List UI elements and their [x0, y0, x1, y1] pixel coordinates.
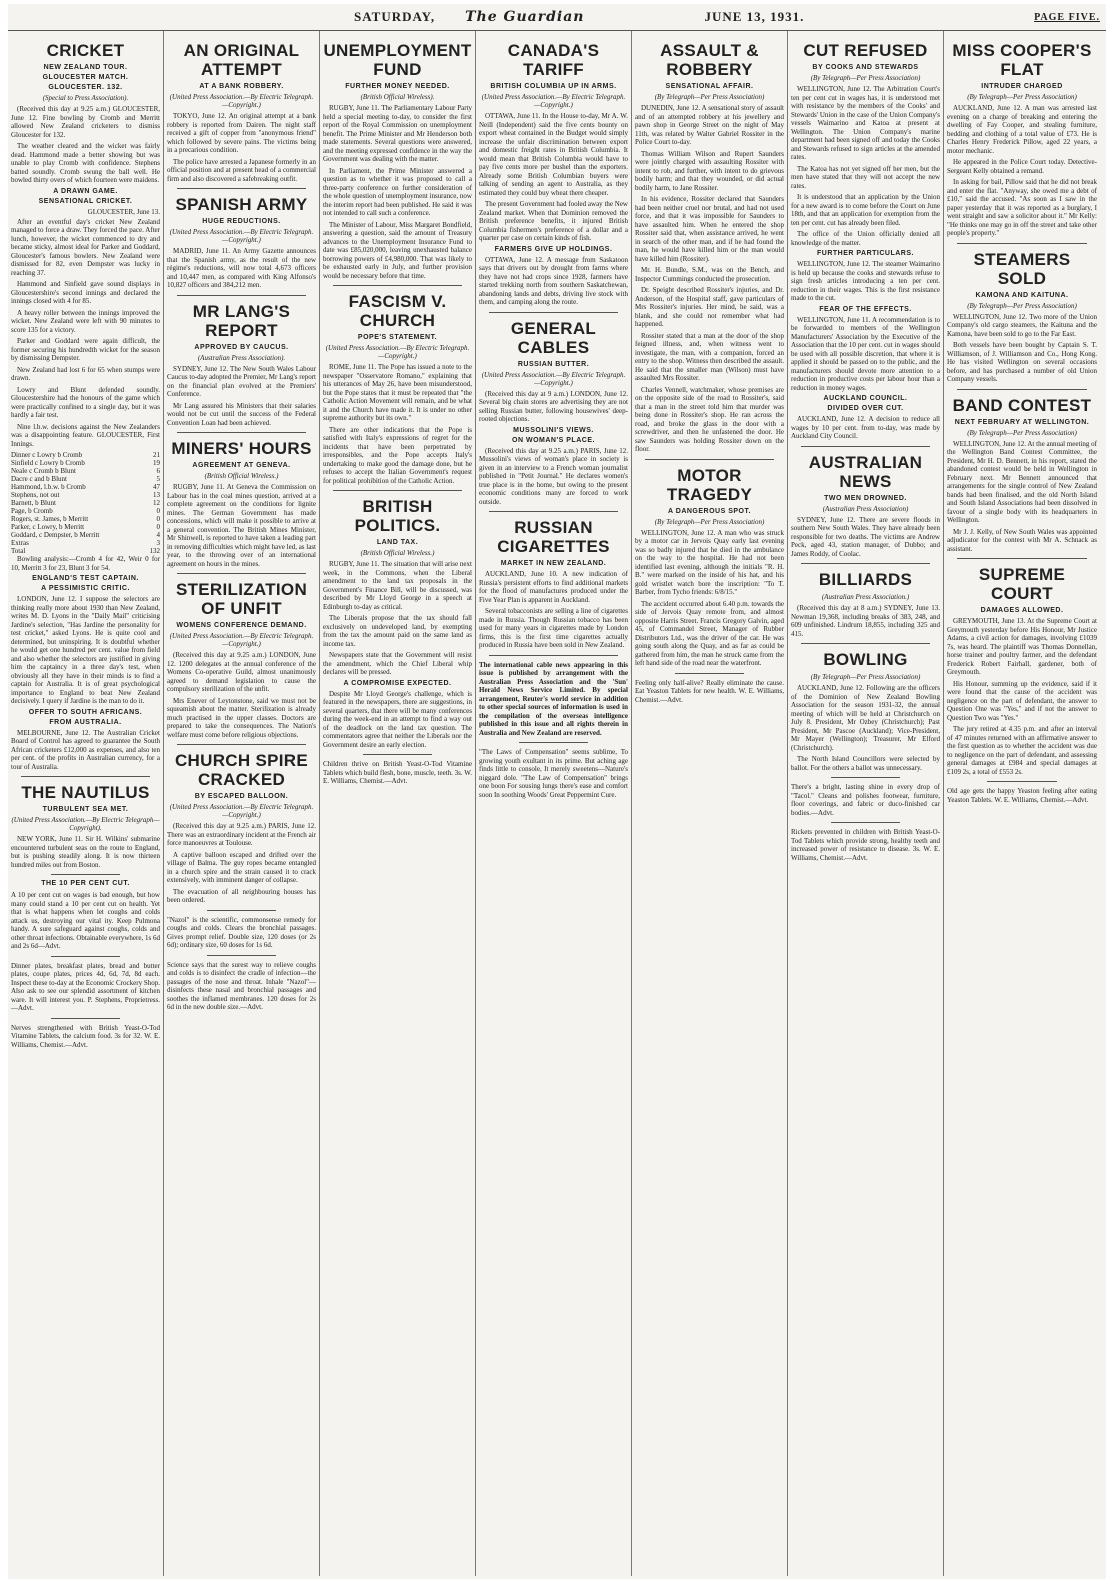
article-paragraph: The present Government had fooled away the New Zealand market. When that Dominion removed the British preference benefits, it injured British Columbia fishermen's preference of a dollar and a quarter per case on certain kinds of fish.	[479, 200, 628, 242]
subhead: A COMPROMISE EXPECTED.	[343, 679, 452, 687]
article-paragraph: OTTAWA, June 11. In the House to-day, Mr A. W. Neill (Independent) said the five cents bounty on export wheat contained in the Budget would simply increase the unfair discrimination between export and domestic freight rates in British Columbia. It would mean that British Columbia would have to pay five cents more per bushel than the exporters. Already some British Columbian buyers were talking of sending an agent to Australia, as they estimated they could buy wheat there cheaper.	[479, 112, 628, 197]
article-paragraph: The jury retired at 4.35 p.m. and after an interval of 47 minutes returned with an affirmative answer to the first question as to whether the accident was due to negligence on the part of defendant, and assessing general damages at £984 and special damages at £109 2s, a total of £553 2s.	[947, 725, 1097, 776]
score-row: Barnett, b Blunt 12	[11, 499, 160, 507]
subhead: AGREEMENT AT GENEVA.	[192, 462, 291, 469]
credit-line: (By Telegraph—Per Press Association)	[810, 673, 921, 681]
subhead: FEAR OF THE EFFECTS.	[819, 305, 912, 313]
article-paragraph: AUCKLAND, June 10. A new indication of Russia's persistent efforts to find additional markets for the flood of manufactures produced under the Five Year Plan is apparent in Auckland.	[479, 570, 628, 604]
divider	[51, 874, 120, 875]
article-paragraph: RUGBY, June 11. The Parliamentary Labour Party held a special meeting to-day, to consider the first report of the Royal Commission on unemployment benefit. The Prime Minister and Mr Henderson both made statements. Several questions were answered, and the meeting expressed confidence in the way the Government was dealing with the matter.	[323, 104, 472, 163]
article-paragraph: His Honour, summing up the evidence, said if it were found that the cause of the accident was negligence on the part of defendant, the answer to Question One was "Yes," and if not the answer to Question Two was "Yes."	[947, 679, 1097, 722]
divider	[519, 742, 588, 743]
score-row: Extras 3	[11, 539, 160, 547]
credit-line: (By Telegraph—Per Press Association)	[810, 74, 921, 82]
score-row: Neale c Cromb b Blunt 6	[11, 467, 160, 475]
masthead-day: SATURDAY,	[354, 9, 436, 24]
divider	[489, 655, 618, 656]
article-paragraph: NEW YORK, June 11. Sir H. Wilkins' submarine encountered turbulent seas on the route to England, but is pushing steadily along. It is now thirteen hundred miles out from Boston.	[11, 835, 160, 869]
article-paragraph: Parker and Goddard were again difficult, the former securing his hundredth wicket for the season by dismissing Dempster.	[11, 337, 160, 362]
subhead: AT A BANK ROBBERY.	[199, 83, 284, 90]
credit-line: (By Telegraph—Per Press Association)	[654, 517, 765, 526]
article-paragraph: Bowling analysis:—Cromb 4 for 42, Weir 0 for 10, Merritt 3 for 23, Blunt 3 for 54.	[11, 555, 160, 572]
article-paragraph: WELLINGTON, June 12. The Arbitration Court's ten per cent cut in wages has, it is understood met with resistance by the members of the Cooks' and Stewards' Union in the case of the Union Company's vessels Waimarino and Katoa at present at Wellington. The Union Company's marine department had been signed off and today the Cooks and Stewards refused to sign articles at the amended rates.	[791, 85, 940, 161]
article-paragraph: Nine l.b.w. decisions against the New Zealanders was a disappointing feature. GLOUCESTER, First Innings.	[11, 422, 160, 448]
article-paragraph: Both vessels have been bought by Captain S. T. Williamson, of J. Williamson and Co., Hong Kong. He has visited Wellington on several occasions before, and has purchased a number of old Union Company vessels.	[947, 341, 1097, 383]
headline-nautilus: THE NAUTILUS	[21, 783, 150, 802]
subhead: RUSSIAN BUTTER.	[517, 360, 590, 368]
article-paragraph: In his evidence, Rossiter declared that Saunders had been neither cruel nor brutal, and had not used force, and that it was impossible for Saunders to have assaulted him. When he entered the shop Rossiter said that, when assistance arrived, he went in search of the other man, and if he had found the man, he would have killed him or the man would have killed him (Rossiter).	[635, 195, 784, 263]
article-paragraph: After an eventful day's cricket New Zealand managed to force a draw. They forced the pace. After lunch, however, the wicket commenced to dry and became sticky, almost ideal for Parker and Goddard, Gloucester's famous bowlers. New Zealand were dismissed for 82, even Dempster was lucky in reaching 37.	[11, 217, 160, 277]
score-row: Stephens, not out 13	[11, 491, 160, 499]
score-row: Dinner c Lowry b Cromb 21	[11, 451, 160, 459]
headline-canadas-tariff: CANADA'S TARIFF	[507, 41, 600, 79]
score-row: Goddard, c Dempster, b Merritt 4	[11, 531, 160, 539]
headline-supreme-court: SUPREME COURT	[978, 565, 1066, 603]
article-paragraph: Mrs Enever of Leytonstone, said we must not be squeamish about the matter. Sterilization is already much practised in the upper classes. Doctors are prepared to take the consequences. The Nation's welfare must come before religious objections.	[167, 696, 316, 739]
subhead: ON WOMAN'S PLACE.	[512, 436, 595, 444]
divider	[957, 558, 1087, 559]
divider	[51, 956, 120, 957]
credit-line: (Australian Press Association.)	[821, 593, 910, 601]
column-3	[320, 31, 476, 1576]
article-paragraph: DUNEDIN, June 12. A sensational story of assault and of an attempted robbery at his jewellery and pawn shop in George Street on the night of May 11th, was related by Walter Gabriel Rossiter in the Police Court to-day.	[635, 104, 784, 146]
column-5	[632, 31, 788, 1576]
subhead: DAMAGES ALLOWED.	[980, 607, 1064, 614]
subhead: WOMENS CONFERENCE DEMAND.	[176, 622, 307, 629]
divider	[489, 511, 618, 512]
article-paragraph: (Received this day at 9.25 a.m.) GLOUCESTER, June 12. Fine bowling by Cromb and Merritt allowed New Zealand cricketers to dismiss Gloucester for 132.	[11, 105, 160, 139]
subhead: DIVIDED OVER CUT.	[827, 405, 904, 412]
subhead: SENSATIONAL AFFAIR.	[665, 83, 754, 90]
headline-spanish-army: SPANISH ARMY	[175, 195, 308, 214]
divider	[177, 295, 306, 296]
subhead: SENSATIONAL CRICKET.	[38, 197, 133, 205]
divider	[831, 777, 900, 778]
article-paragraph: Dr. Speight described Rossiter's injuries, and Dr. Anderson, of the Hospital staff, gave particulars of Mrs Rossiter's injuries. Her mind, he said, was a blank, and she could not remember what had happened.	[635, 286, 784, 328]
article-paragraph: Newspapers state that the Government will resist the amendment, which the Chief Liberal whip declares will be pressed.	[323, 651, 472, 676]
column-2	[164, 31, 320, 1576]
divider	[177, 744, 306, 745]
article-paragraph: It is understood that an application by the Union for a new award is to come before the Court on June 18th, and that an application for exemption from the ten per cent. cut has already been filed.	[791, 193, 940, 227]
headline-assault-robbery: ASSAULT & ROBBERY	[660, 41, 759, 79]
subhead: FURTHER PARTICULARS.	[817, 250, 914, 257]
subhead: THE 10 PER CENT CUT.	[41, 880, 130, 887]
credit-line: (Special to Press Association).	[42, 94, 129, 102]
article-paragraph: Despite Mr Lloyd George's challenge, which is featured in the newspapers, there are suggestions, in several quarters, that there will be many conferences during the week-end in an attempt to find a way out of the deadlock on the land tax question. The commentators agree that neither the Liberals nor the Government desire an early election.	[323, 689, 472, 749]
article-paragraph: The evacuation of all neighbouring houses has been ordered.	[167, 887, 316, 904]
credit-line: (British Official Wireless).	[360, 93, 435, 101]
column-4	[476, 31, 632, 1576]
divider	[831, 822, 900, 823]
masthead	[8, 4, 1106, 31]
subhead: GLOUCESTER MATCH.	[42, 74, 129, 81]
subhead: BY COOKS AND STEWARDS	[812, 64, 919, 71]
subhead: BY ESCAPED BALLOON.	[194, 793, 289, 800]
divider	[207, 955, 276, 956]
article-paragraph: A heavy roller between the innings improved the wicket. New Zealand were left with 90 minutes to score 135 for a victory.	[11, 308, 160, 334]
article-paragraph: (Received this day at 9.25 a.m.) PARIS, June 12. Mussolini's views of woman's place in society is given in an interview to a French woman journalist published in "Petit Journal." He declares women's true place is in the home, but owing to the present economic conditions many are forced to work outside.	[479, 446, 628, 506]
article-paragraph: Charles Vennell, watchmaker, whose premises are on the opposite side of the road to Rossiter's, said that a man in the street told him that murder was being done in Rossiter's shop. He ran across the road, and broke the glass in the door with a screwdriver, and then he unfastened the door. He saw Saunders was holding Rossiter down on the floor.	[635, 385, 784, 453]
article-paragraph: MELBOURNE, June 12. The Australian Cricket Board of Control has agreed to guarantee the South African cricketers £12,000 as expenses, and also ten per cent. of the profits in Australian currency, for a tour of Australia.	[11, 728, 160, 771]
credit-line: (By Telegraph—Per Press Association)	[967, 428, 1077, 437]
subhead: A DRAWN GAME.	[53, 187, 118, 195]
article-paragraph: The Katoa has not yet signed off her men, but the men have stated that they will not accept the new rates.	[791, 164, 940, 190]
article-paragraph: ROME, June 11. The Pope has issued a note to the newspaper "Osservatore Romano," explaining that his utterances of May 26, have been misunderstood, but the Pope states that it must be repeated that "the Catholic Action Movement will remain, and be what it and the Church have made it. It is under no other supreme authority but its own."	[323, 363, 472, 422]
headline-russian-cigarettes: RUSSIAN CIGARETTES	[497, 518, 610, 556]
score-row: Dacre c and b Blunt 5	[11, 475, 160, 483]
divider	[801, 563, 930, 564]
article-paragraph: WELLINGTON, June 12. A man who was struck by a motor car in Jervois Quay early last evening was so badly injured that he died in the ambulance on the way to the hospital. He had not been identified last evening, although the initials "R. H. B." were marked on the inside of his hat, and his gold wristlet watch bore the inscription: "To T. Barber, from Tycho friends: 6/8/15."	[635, 528, 784, 596]
headline-motor-tragedy: MOTOR TRAGEDY	[666, 465, 753, 504]
article-paragraph: WELLINGTON, June 12. The steamer Waimarino is held up because the cooks and stewards refuse to sign fresh articles introducing a ten per cent. reduction in their wages. This is the first resistance made to the cut.	[791, 260, 940, 302]
article-paragraph: The police have arrested a Japanese formerly in an official position and at present head of a commercial firm and also discovered a safebreaking outfit.	[167, 157, 316, 183]
headline-unemployment-fund: UNEMPLOYMENT FUND	[323, 41, 472, 79]
credit-line: (By Telegraph—Per Press Association)	[967, 301, 1077, 310]
subhead: APPROVED BY CAUCUS.	[194, 343, 289, 351]
divider	[957, 389, 1087, 390]
article-paragraph: Several tobacconists are selling a line of cigarettes made in Russia. Though Russian tobacco has been used for many years in cigarettes made by London firms, this is the first time cigarettes actually produced in Russia have been sold in New Zealand.	[479, 607, 628, 649]
article-paragraph: LONDON, June 12. I suppose the selectors are thinking really more about 1930 than New Zealand, writes M. D. Lyons in the "Daily Mail" criticising Jardine's selection, "Has Jardine the personality for test cricket," asked Lyons. He is quite cool and determined, but uninspiring. It is doubtful whether he would get one hundred per cent. value from field and also whether the selectors are justified in giving him the captaincy in a three day's test, when obviously all they have in their minds is to find a captain for Australia. It is of great psychological importance to England to beat New Zealand decisively. I query if Jardine is the man to do it.	[11, 595, 160, 705]
score-row: Parker, c Lowry, b Merritt 0	[11, 523, 160, 531]
article-paragraph: In asking for bail, Pillow said that he did not break and enter the flat. "Anyway, she owed me a debt of £10," said the accused. "As soon as I saw in the paper yesterday that it was reported as a burglary, I went straight and saw a solicitor about it." Mr Kelly: "He thinks one may go in off the street and take other people's property."	[947, 178, 1097, 237]
article-paragraph: AUCKLAND, June 12. A decision to reduce all wages by 10 per cent. from to-day, was made by Auckland City Council.	[791, 415, 940, 440]
article-paragraph: OTTAWA, June 12. A message from Saskatoon says that drivers out by drought from farms where they have not had crops since 1928, farmers have started trekking north from southern Saskatchewan, abandoning lands and debts, driving live stock with them, and camping along the route.	[479, 255, 628, 306]
article-paragraph: TOKYO, June 12. An original attempt at a bank robbery is reported from Dairen. The night staff received a gift of copper from "anonymous friend" which followed by severe pains. The victims being in a precarious condition.	[167, 112, 316, 154]
divider	[957, 243, 1087, 244]
subhead: FURTHER MONEY NEEDED.	[345, 83, 450, 90]
score-row: Total 132	[11, 547, 160, 555]
subhead: BRITISH COLUMBIA UP IN ARMS.	[490, 83, 617, 90]
article-paragraph: The office of the Union officially denied all knowledge of the matter.	[791, 230, 940, 247]
article-paragraph: Thomas William Wilson and Rupert Saunders were jointly charged with assaulting Rossiter with intent to rob, and further, with intent to do grievous bodily harm; and that they wounded, or did actual bodily harm, to Jane Rossiter.	[635, 149, 784, 192]
article-paragraph: WELLINGTON, June 11. A recommendation is to be forwarded to members of the Wellington Manufacturers' Association by the Executive of the Association that the 10 per cent. cut in wages should be used with all possible discretion, that where it is applied it should be passed on to the public, and the manufacturers should devote more attention to a reduction in productive costs per labour hour than a reduction in money wages.	[791, 315, 940, 392]
headline-australian-news: AUSTRALIAN NEWS	[808, 452, 923, 491]
subhead: KAMONA AND KAITUNA.	[975, 291, 1069, 299]
subhead: OFFER TO SOUTH AFRICANS.	[28, 708, 143, 716]
credit-line: (United Press Association.—By Electric Telegraph.—Copyright.)	[481, 93, 626, 109]
advertisement: Nerves strengthened with British Yeast-O-Tod Vitamine Tablets, the calcium food. 3s for 32. W. E. Williams, Chemist.—Advt.	[11, 1023, 160, 1049]
article-paragraph: The Liberals propose that the tax should fall exclusively on undeveloped land, by exempting from the tax the amount paid on the same land as income tax.	[323, 614, 472, 648]
masthead-date: JUNE 13, 1931.	[704, 9, 805, 24]
subhead: MARKET IN NEW ZEALAND.	[500, 560, 607, 567]
credit-line: (United Press Association.—By Electric Telegraph.—Copyright.)	[169, 632, 314, 648]
article-paragraph: AUCKLAND, June 12. Following are the officers of the Dominion of New Zealand Bowling Association for the season 1931-32, the annual meeting of which will be held at Christchurch on July 8. President, Mr Ozbey (Christchurch); Past President, Mr Pascoe (Auckland); Vice-President, Mr Mayer (Wellington); Treasurer, Mr Elford (Christchurch).	[791, 684, 940, 752]
subhead: TWO MEN DROWNED.	[824, 494, 907, 502]
article-paragraph: SYDNEY, June 12. There are severe floods in southern New South Wales. They have already been responsible for two deaths. The victims are Andrew Peck, aged 43, station manager, of Dubbo; and James Roddy, of Coolac.	[791, 515, 940, 558]
press-notice: The international cable news appearing in this issue is published by arrangement with the Australian Press Association and the 'Sun' Herald News Service Limited. By special arrangement, Reuter's world service in addition to other special sources of information is used in the compilation of the overseas intelligence published in this issue and all rights therein in Australia and New Zealand are reserved.	[479, 660, 628, 737]
column-1	[8, 31, 164, 1576]
subhead: ENGLAND'S TEST CAPTAIN.	[32, 575, 139, 582]
headline-general-cables: GENERAL CABLES	[510, 318, 597, 357]
article-paragraph: Mr Lang assured his Ministers that their salaries would not be cut until the success of the Federal Convention Loan had been achieved.	[167, 401, 316, 427]
advertisement: There's a bright, lasting shine in every drop of "Tacol." Cleans and polishes footwear, furniture, floor coverings, and fabric or duco-finished car bodies.—Advt.	[791, 783, 940, 817]
advertisement: A 10 per cent cut on wages is bad enough, but how many could stand a 10 per cent cut on health. Yet that is what happens when let coughs and colds attack us, destroying our vital ity. Keep Pulmona handy. A sure safeguard against coughs, colds and other throat infections. Obtainable everywhere, 1s 6d and 2s 6d—Advt.	[11, 891, 160, 950]
divider	[333, 490, 462, 491]
credit-line: (United Press Association.—By Electric Telegraph—Copyright).	[11, 816, 160, 832]
article-paragraph: AUCKLAND, June 12. A man was arrested last evening on a charge of breaking and entering the dwelling of Fay Cooper, and stealing furniture, bedding and clothing of a total value of £73. He is Charles Henry Frederick Pillow, aged 22 years, a motor mechanic.	[947, 104, 1097, 155]
article-paragraph: WELLINGTON, June 12. At the annual meeting of the Wellington Band Contest Committee, the President, Mr H. D. Bennett, in his report, stated the abandoned contest would be held in Wellington in February next. Mr Bennett announced that arrangements for the single control of New Zealand bands had been finalised, and the old North Island and South Island Associations had been dissolved in favour of a single body with its headquarters in Wellington.	[947, 439, 1097, 524]
headline-mr-langs-report: MR LANG'S REPORT	[192, 301, 291, 340]
credit-line: (By Telegraph—Per Press Association)	[967, 93, 1077, 101]
credit-line: (United Press Association.—By Electric Telegraph.—Copyright.)	[481, 370, 626, 387]
credit-line: (Australian Press Association).	[197, 353, 286, 362]
divider	[801, 446, 930, 447]
article-paragraph: Rossiter stated that a man at the door of the shop feigned illness, and, when witness went to investigate, the man, with a companion, forced an entry to the shop. Witness then described the assault. He said that the smaller man (Wilson) must have assaulted Mrs Rossiter.	[635, 331, 784, 382]
headline-miss-coopers-flat: MISS COOPER'S FLAT	[952, 41, 1092, 79]
headline-cricket: CRICKET	[46, 41, 125, 60]
article-paragraph: MADRID, June 11. An Army Gazette announces that the Spanish army, as the result of the new régime's reductions, will now total 4,673 officers and 10,447 men, as compared with King Alfonso's 10,827 officers and 384,212 men.	[167, 247, 316, 289]
credit-line: (British Official Wireless.)	[360, 549, 435, 557]
subhead: FARMERS GIVE UP HOLDINGS.	[494, 245, 613, 253]
divider	[207, 910, 276, 911]
subhead: A PESSIMISTIC CRITIC.	[41, 585, 130, 592]
article-paragraph: Lowry and Blunt defended soundly. Gloucestershire had the honours of the game which were practically confined to a single day, but it was hardly a fair test.	[11, 385, 160, 419]
score-row: Page, b Cromb 0	[11, 507, 160, 515]
subhead: AUCKLAND COUNCIL.	[823, 395, 908, 402]
advertisement: Science says that the surest way to relieve coughs and colds is to disinfect the cradle of infection—the passages of the nose and throat. Inhale "Nazol"—disinfects these nasal and bronchial passages and soothes the inflamed membranes. 120 doses for 2s 6d in the new double size.—Advt.	[167, 960, 316, 1011]
article-paragraph: The weather cleared and the wicket was fairly dead. Hammond made a better showing but was unable to play Cromb with confidence. Stephens batted soundly. Cromb swung the ball well. He bowled thirty overs of which fourteen were maidens.	[11, 142, 160, 184]
subhead: A DANGEROUS SPOT.	[668, 507, 751, 515]
subhead: FROM AUSTRALIA.	[49, 718, 122, 726]
article-paragraph: He appeared in the Police Court today. Detective-Sergeant Kelly obtained a remand.	[947, 158, 1097, 175]
credit-line: (United Press Association.—By Electric Telegraph.—Copyright.)	[169, 228, 314, 244]
article-paragraph: RUGBY, June 11. The situation that will arise next week, in the Commons, when the Liberal amendment to the land tax proposals in the Government's Finance Bill, will be discussed, was described by Mr Lloyd George in a speech at Edinburgh to-day as critical.	[323, 560, 472, 611]
subhead: MUSSOLINI'S VIEWS.	[513, 426, 594, 434]
advertisement: Rickets prevented in children with British Yeast-O-Tod Tablets which provide strong, healthy teeth and increased power of resistance to disease. 3s. W. E. Williams, Chemist.—Advt.	[791, 828, 940, 862]
article-paragraph: New Zealand had lost 6 for 65 when stumps were drawn.	[11, 365, 160, 382]
scorecard-table	[11, 451, 160, 555]
divider	[333, 285, 462, 286]
newspaper-page	[8, 4, 1106, 1579]
divider	[177, 573, 306, 574]
headline-cut-refused: CUT REFUSED	[803, 41, 928, 60]
headline-original-attempt: AN ORIGINAL ATTEMPT	[183, 41, 300, 79]
article-paragraph: The North Island Councillors were selected by ballot. For the others a ballot was unnecessary.	[791, 755, 940, 772]
headline-british-politics: BRITISH POLITICS.	[354, 497, 441, 535]
headline-sterilization: STERILIZATION OF UNFIT	[175, 580, 308, 618]
credit-line: (By Telegraph—Per Press Association)	[654, 93, 765, 101]
divider	[51, 1018, 120, 1019]
divider	[675, 673, 744, 674]
article-paragraph: (Received this day at 8 a.m.) SYDNEY, June 13. Newman 19,368, including breaks of 383, 248, and 609 unfinished. Lindrum 18,855, including 325 and 415.	[791, 604, 940, 638]
article-paragraph: Hammond and Sinfield gave sound displays in Gloucestershire's second innings and declared the innings closed with 4 for 85.	[11, 280, 160, 305]
headline-church-spire: CHURCH SPIRE CRACKED	[174, 751, 308, 789]
score-row: Rogers, st. James, b Merritt 0	[11, 515, 160, 523]
divider	[987, 781, 1057, 782]
advertisement: Feeling only half-alive? Really eliminate the cause. Eat Yeaston Tablets for new health. W. E. Williams, Chemist.—Advt.	[635, 678, 784, 704]
article-paragraph: The Minister of Labour, Miss Margaret Bondfield, answering a question, said the amount of Treasury advances to the Unemployment Insurance Fund to date was £85,020,000, leaving unexhausted balance borrowing powers of £4,980,000. That was likely to be exhausted early in July, and further provision would be necessary before that time.	[323, 220, 472, 280]
credit-line: (United Press Association.—By Electric Telegraph.—Copyright.)	[325, 344, 470, 360]
subhead: POPE'S STATEMENT.	[357, 334, 438, 341]
article-paragraph: The accident occurred about 6.40 p.m. towards the side of Jervois Quay remote from, and almost opposite Harris Street. Francis Gregory Galvin, aged 45, of Commandel Street, Manager of Rubber Distributors Ltd., was the driver of the car. He was going south along the Quay, and as far as could be gathered from him, the man he struck came from the left hand side of the road near the waterfront.	[635, 599, 784, 667]
article-paragraph: GREYMOUTH, June 13. At the Supreme Court at Greymouth yesterday before His Honour, Mr Justice Adams, a civil action for damages, involving £1039 7s, was heard. The plaintiff was Thomas Donnellan, horse trainer and poultry farmer, and the defendant Frederick Robert Fairhall, gardener, both of Greymouth.	[947, 617, 1097, 676]
subhead: TURBULENT SEA MET.	[42, 806, 129, 813]
headline-band-contest: BAND CONTEST	[952, 395, 1092, 415]
article-paragraph: Mr J. J. Kelly, of New South Wales was appointed adjudicator for the contest with Mr A. Schnack as assistant.	[947, 527, 1097, 553]
dateline: GLOUCESTER, June 13.	[87, 207, 160, 216]
divider	[177, 432, 306, 433]
subhead: NEW ZEALAND TOUR.	[43, 64, 128, 71]
article-paragraph: WELLINGTON, June 12. Two more of the Union Company's old cargo steamers, the Kaituna and the Kamona, have been sold to go to the Far East.	[947, 312, 1097, 338]
headline-miners-hours: MINERS' HOURS	[171, 439, 312, 458]
article-paragraph: (Received this day at 9.25 a.m.) PARIS, June 12. There was an extraordinary incident at the French air force manoeuvres at Toulouse.	[167, 822, 316, 847]
article-paragraph: (Received this day at 9.25 a.m.) LONDON, June 12. 1200 delegates at the annual conference of the Womens Co-operative Guild, almost unanimously agreed to demand legislation to cause the compulsory sterilization of the unfit.	[167, 651, 316, 693]
divider	[645, 459, 774, 460]
advertisement: Dinner plates, breakfast plates, bread and butter plates, coupe plates, prices 4d, 6d, 7d, 8d each. Inspect these to-day at the Economic Crockery Shop. Also ask to see our splendid assortment of kitchen ware. It will interest you. P. Stephens, Proprietress.—Advt.	[11, 961, 160, 1012]
subhead: NEXT FEBRUARY AT WELLINGTON.	[954, 418, 1090, 426]
subhead: HUGE REDUCTIONS.	[202, 218, 281, 225]
article-paragraph: RUGBY, June 11. At Geneva the Commission on Labour has in the coal mines question, arrived at a complete agreement on the conditions for lignite mines. The German Government has made concessions, which will make it possible to arrive at a general convention. The British Mines Minister, Mr Shinwell, is reported to have taken a leading part in removing difficulties which might have led, as last year, to the throwing over of an international agreement on hours in the mines.	[167, 483, 316, 568]
article-paragraph: There are other indications that the Pope is satisfied with Italy's expressions of regret for the incidents that have been perpetrated by irresponsibles, and the Pope accepts Italy's undertaking to make good the damage done, but he refuses to accept the Italian Government's request for political prohibition of the Catholic Action.	[323, 425, 472, 485]
score-row: Sinfield c Lowry b Cromb 19	[11, 459, 160, 467]
masthead-page-number: PAGE FIVE.	[1034, 11, 1100, 23]
divider	[21, 776, 150, 777]
credit-line: (British Official Wireless.)	[204, 472, 279, 480]
advertisement: Old age gets the happy Yeaston feeling after eating Yeaston Tablets. W. E. Williams, Chemist.—Advt.	[947, 787, 1097, 804]
subhead: LAND TAX.	[376, 539, 419, 546]
masthead-paper-title: The Guardian	[465, 9, 585, 25]
column-7	[944, 31, 1100, 1576]
headline-bowling: BOWLING	[823, 650, 908, 669]
subhead: INTRUDER CHARGED	[981, 83, 1063, 90]
subhead: GLOUCESTER. 132.	[48, 84, 123, 91]
divider	[489, 312, 618, 313]
headline-fascism-church: FASCISM V. CHURCH	[348, 292, 447, 330]
column-6	[788, 31, 944, 1576]
advertisement: "Nazol" is the scientific, commonsense remedy for coughs and colds. Clears the bronchial passages. Gives prompt relief. Double size, 120 doses (or 2s 6d); ordinary size, 60 doses for 1s 6d.	[167, 915, 316, 949]
divider	[801, 643, 930, 644]
headline-steamers-sold: STEAMERS SOLD	[973, 249, 1071, 288]
article-paragraph: A captive balloon escaped and drifted over the village of Balma. The guy ropes became entangled in a church spire and the strain caused it to crack extensively, with imminent danger of collapse.	[167, 850, 316, 884]
headline-billiards: BILLIARDS	[818, 570, 913, 589]
advertisement: "The Laws of Compensation" seems sublime, To growing youth exultant in its prime. But aching age finds little to console, It merely sweetens—Nature's niggard dole. "The Law of Compensation" brings one boon For sousing lungs there's ease and comfort soon In soothing Woods' Great Peppermint Cure.	[479, 748, 628, 799]
article-paragraph: Mr. H. Bundle, S.M., was on the Bench, and Inspector Cummings conducted the prosecution.	[635, 266, 784, 283]
divider	[363, 754, 432, 755]
credit-line: (Australian Press Association)	[822, 504, 909, 513]
advertisement: Children thrive on British Yeast-O-Tod Vitamine Tablets which build flesh, bone, muscle, teeth. 3s. W. E. Williams, Chemist.—Advt.	[323, 760, 472, 785]
credit-line: (United Press Association.—By Electric Telegraph.—Copyright.)	[169, 93, 314, 109]
article-paragraph: SYDNEY, June 12. The New South Wales Labour Caucus to-day adopted the Premier, Mr Lang's report on the financial plan evolved at the Premiers' Conference.	[167, 364, 316, 398]
score-row: Hammond, l.b.w. b Cromb 47	[11, 483, 160, 491]
credit-line: (United Press Association.—By Electric Telegraph.—Copyright.)	[169, 803, 314, 819]
article-paragraph: (Received this day at 9 a.m.) LONDON, June 12. Several big chain stores are advertising they are not selling Russian butter, following housewives' deep-rooted objections.	[479, 389, 628, 423]
article-paragraph: In Parliament, the Prime Minister answered a question as to whether it was proposed to call a three-party conference on further consideration of the whole question of unemployment insurance, now the interim report had been published. He said it was not intended to call such a conference.	[323, 166, 472, 217]
divider	[177, 188, 306, 189]
